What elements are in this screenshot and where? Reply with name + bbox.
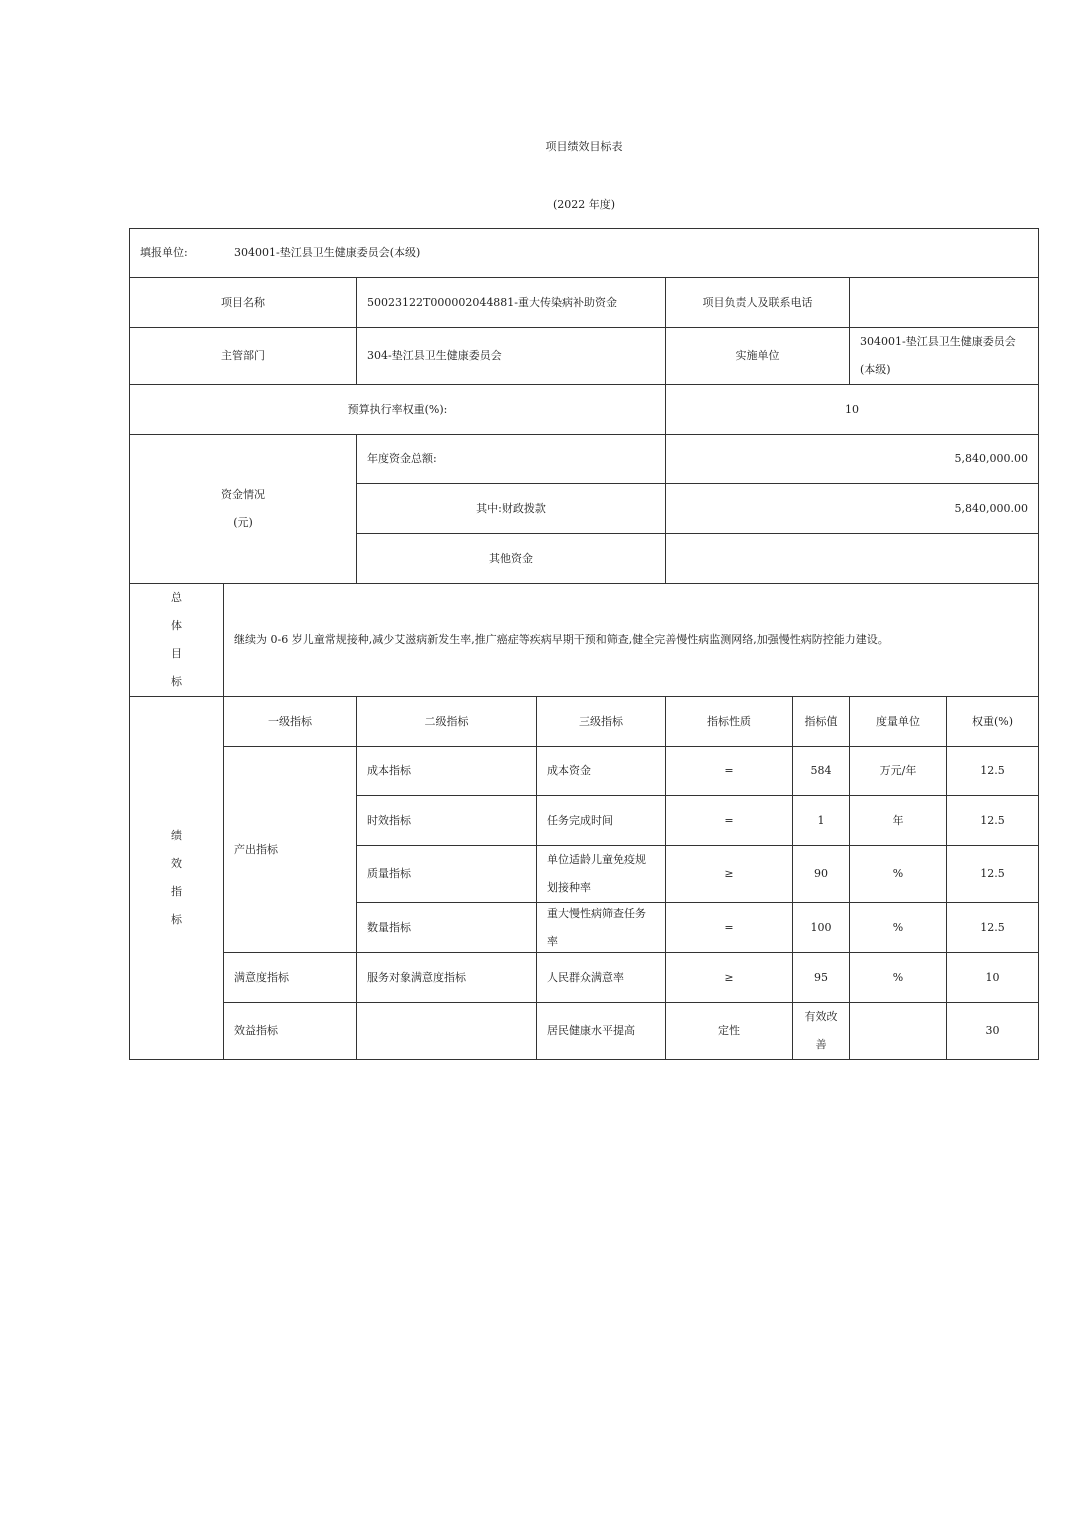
dept-value: 304-垫江县卫生健康委员会 (356, 327, 666, 385)
row-level2: 时效指标 (356, 795, 537, 846)
page-title: 项目绩效目标表 (545, 140, 623, 153)
row-nature: = (665, 902, 793, 953)
col-header-unit: 度量单位 (849, 696, 947, 747)
row-level2: 数量指标 (356, 902, 537, 953)
row-level3: 重大慢性病筛查任务率 (536, 902, 666, 953)
row-value: 90 (792, 845, 850, 903)
row-level3: 居民健康水平提高 (536, 1002, 666, 1060)
indicators-char: 标 (171, 913, 182, 926)
col-header-level3: 三级指标 (536, 696, 666, 747)
funds-other-value (665, 533, 1039, 584)
row-weight: 30 (946, 1002, 1039, 1060)
row-unit (849, 1002, 947, 1060)
overall-goal-char: 总 (171, 591, 182, 604)
row-nature: = (665, 795, 793, 846)
overall-goal-char: 体 (171, 619, 182, 632)
row-value: 100 (792, 902, 850, 953)
impl-value: 304001-垫江县卫生健康委员会(本级) (849, 327, 1039, 385)
row-weight: 12.5 (946, 845, 1039, 903)
row-unit: 年 (849, 795, 947, 846)
funds-label (129, 434, 357, 584)
row-nature: ≥ (665, 952, 793, 1003)
budget-weight-label: 预算执行率权重(%): (129, 384, 666, 435)
funds-label-line2: (元) (233, 516, 253, 529)
overall-goal-label (129, 583, 224, 697)
indicators-label (129, 696, 224, 1060)
row-level2: 成本指标 (356, 746, 537, 796)
row-value: 95 (792, 952, 850, 1003)
row-level3: 单位适龄儿童免疫规划接种率 (536, 845, 666, 903)
indicators-char: 绩 (171, 829, 182, 842)
col-header-nature: 指标性质 (665, 696, 793, 747)
row-weight: 12.5 (946, 902, 1039, 953)
project-lead-label: 项目负责人及联系电话 (665, 277, 850, 328)
funds-fiscal-label: 其中:财政拨款 (356, 483, 666, 534)
row-level2: 质量指标 (356, 845, 537, 903)
row-nature: ≥ (665, 845, 793, 903)
project-lead-value (849, 277, 1039, 328)
row-unit: 万元/年 (849, 746, 947, 796)
project-name-value: 50023122T000002044881-重大传染病补助资金 (356, 277, 666, 328)
report-unit-row (129, 228, 1039, 278)
col-header-level2: 二级指标 (356, 696, 537, 747)
col-header-value: 指标值 (792, 696, 850, 747)
funds-total-label: 年度资金总额: (356, 434, 666, 484)
row-value: 1 (792, 795, 850, 846)
funds-total-value: 5,840,000.00 (665, 434, 1039, 484)
funds-other-label: 其他资金 (356, 533, 666, 584)
indicators-char: 效 (171, 857, 182, 870)
funds-label-line1: 资金情况 (221, 488, 265, 501)
row-level3: 任务完成时间 (536, 795, 666, 846)
report-unit-value: 304001-垫江县卫生健康委员会(本级) (234, 246, 421, 259)
overall-goal-char: 标 (171, 675, 182, 688)
row-nature: = (665, 746, 793, 796)
page-subtitle-year: (2022 年度) (552, 198, 616, 211)
overall-goal-text: 继续为 0-6 岁儿童常规接种,减少艾滋病新发生率,推广癌症等疾病早期干预和筛查,健全完善慢性病监测网络,加强慢性病防控能力建设。 (223, 583, 1039, 697)
row-weight: 10 (946, 952, 1039, 1003)
row-level3: 人民群众满意率 (536, 952, 666, 1003)
row-unit: % (849, 952, 947, 1003)
row-weight: 12.5 (946, 795, 1039, 846)
indicators-char: 指 (171, 885, 182, 898)
row-weight: 12.5 (946, 746, 1039, 796)
row-value: 584 (792, 746, 850, 796)
dept-label: 主管部门 (129, 327, 357, 385)
overall-goal-char: 目 (171, 647, 182, 660)
group-output: 产出指标 (223, 746, 357, 953)
row-level3: 成本资金 (536, 746, 666, 796)
budget-weight-value: 10 (665, 384, 1039, 435)
project-name-label: 项目名称 (129, 277, 357, 328)
report-unit-label: 填报单位: (140, 246, 188, 259)
row-level2 (356, 1002, 537, 1060)
row-unit: % (849, 845, 947, 903)
group-satisfaction: 满意度指标 (223, 952, 357, 1003)
row-nature: 定性 (665, 1002, 793, 1060)
row-level2: 服务对象满意度指标 (356, 952, 537, 1003)
funds-fiscal-value: 5,840,000.00 (665, 483, 1039, 534)
col-header-level1: 一级指标 (223, 696, 357, 747)
row-unit: % (849, 902, 947, 953)
impl-label: 实施单位 (665, 327, 850, 385)
col-header-weight: 权重(%) (946, 696, 1039, 747)
group-benefit: 效益指标 (223, 1002, 357, 1060)
row-value: 有效改善 (792, 1002, 850, 1060)
